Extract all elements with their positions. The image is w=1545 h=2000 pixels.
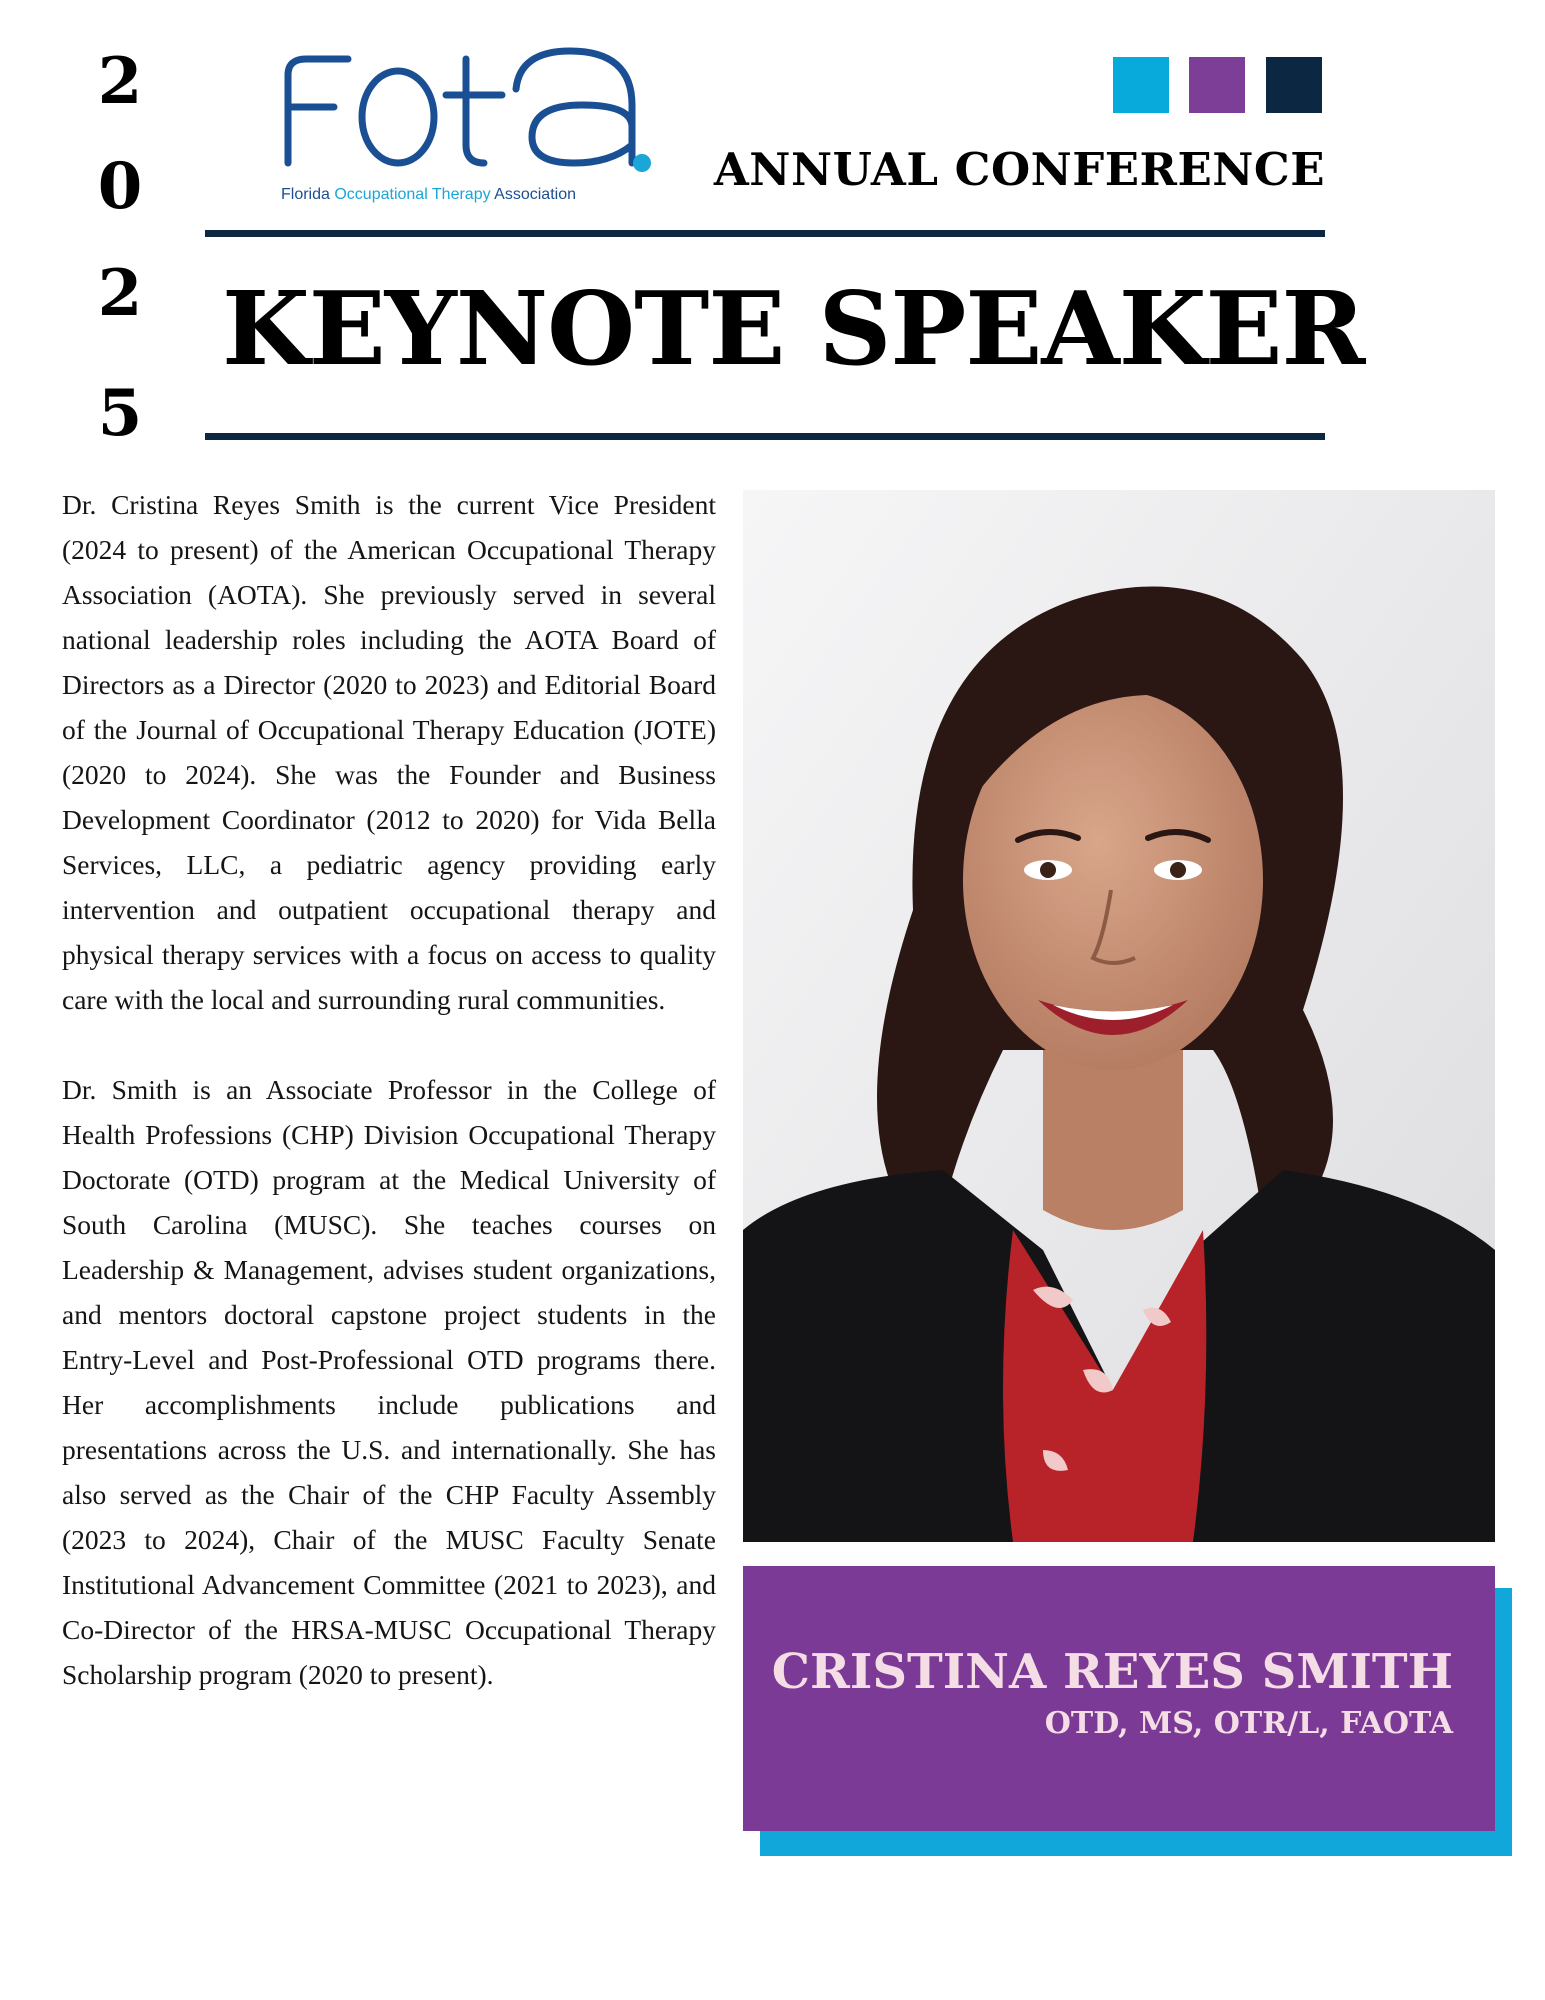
cyan-square [1113,57,1169,113]
page-title: KEYNOTE SPEAKER [222,269,1365,388]
speaker-photo [743,490,1495,1542]
speaker-name: CRISTINA REYES SMITH [771,1644,1453,1700]
name-box [743,1566,1495,1831]
conference-label: ANNUAL CONFERENCE [713,143,1325,196]
year-digit-5: 5 [97,376,143,451]
speaker-credentials: OTD, MS, OTR/L, FAOTA [1044,1706,1453,1741]
logo-caption-occupational-therapy: Occupational Therapy [334,186,491,203]
navy-square [1266,57,1322,113]
title-divider [205,433,1325,440]
year-digit-0: 0 [97,149,143,224]
top-divider [205,230,1325,237]
logo-caption-association: Association [494,186,576,203]
year-digit-2: 2 [97,44,143,119]
speaker-portrait-icon [743,490,1495,1542]
speaker-bio [62,482,716,1697]
purple-square [1189,57,1245,113]
bio-paragraph-1: Dr. Cristina Reyes Smith is the current Vice President (2024 to present) of the American Occupational Therapy Association (AOTA). She previously served in several national leadership roles including the AOTA Board of Directors as a Director (2020 to 2023) and Editorial Board of the Journal of Occupational Therapy Education (JOTE) (2020 to 2024). She was the Founder and Business Development Coordinator (2012 to 2020) for Vida Bella Services, LLC, a pediatric agency providing early intervention and outpatient occupational therapy and physical therapy services with a focus on access to quality care with the local and surrounding rural communities. [62,489,716,1015]
logo-caption [281,186,661,204]
logo-caption-florida: Florida [281,186,330,203]
bio-paragraph-2: Dr. Smith is an Associate Professor in the College of Health Professions (CHP) Division Occupational Therapy Doctorate (OTD) program at the Medical University of South Carolina (MUSC). She teaches courses on Leadership & Management, advises student organizations, and mentors doctoral capstone project students in the Entry-Level and Post-Professional OTD programs there. Her accomplishments include publications and presentations across the U.S. and internationally. She has also served as the Chair of the CHP Faculty Assembly (2023 to 2024), Chair of the MUSC Faculty Senate Institutional Advancement Committee (2021 to 2023), and Co-Director of the HRSA-MUSC Occupational Therapy Scholarship program (2020 to present). [62,1074,716,1690]
year-digit-2b: 2 [97,256,143,331]
